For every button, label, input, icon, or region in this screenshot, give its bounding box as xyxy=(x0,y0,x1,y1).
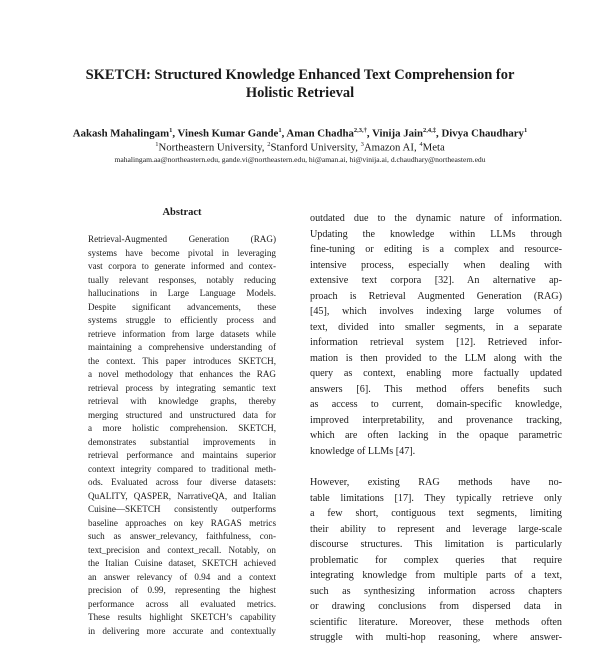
text-line: systems have become pivotal in leveraging xyxy=(88,247,276,258)
text-line: a novel methodology that enhances the RAG xyxy=(88,369,276,379)
text-line: a more holistic comprehension. SKETCH, xyxy=(88,423,276,433)
text-line: retrieval with knowledge graphs, thereby xyxy=(88,396,276,406)
body-column xyxy=(310,211,562,646)
title-line-1: SKETCH: Structured Knowledge Enhanced Text Comprehension for xyxy=(85,67,515,83)
text-line: as access to current, domain-specific knowledge, xyxy=(310,399,562,410)
text-line: text_precision and context_recall. Notably, on xyxy=(88,544,276,555)
text-line: information retrieval system [12]. Retrieved infor- xyxy=(310,337,562,348)
author-name: Aman Chadha xyxy=(286,127,354,140)
text-line: retrieve information from large datasets while xyxy=(88,328,276,339)
body-paragraph-1 xyxy=(310,211,562,459)
text-line: baseline approaches on key RAGAS metrics xyxy=(88,517,276,528)
affil-name: Meta xyxy=(422,141,445,154)
text-line: struggle with multi-hop reasoning, where answer- xyxy=(310,632,562,643)
text-line: These results highlight SKETCH’s capability xyxy=(88,612,276,622)
text-line: [45], which involves indexing large volumes of xyxy=(310,306,562,317)
text-line: QuALITY, QASPER, NarrativeQA, and Italian xyxy=(88,490,276,501)
affil-sup: 4 xyxy=(419,141,423,148)
text-line: mation is then provided to the LLM along with the xyxy=(310,352,562,364)
text-line: Retrieval-Augmented Generation (RAG) xyxy=(88,234,276,244)
text-line: their ability to represent and leverage large-scale xyxy=(310,523,562,535)
author-name: Vinesh Kumar Gande xyxy=(177,127,279,140)
text-line: hallucinations in Large Language Models. xyxy=(88,288,276,298)
affil-name: Stanford University, xyxy=(270,141,361,154)
author-list: Aakash Mahalingam$^1$, Vinesh Kumar Gande$^1$, Aman Chadha$^{2,3,\dagger}$, Vinija Jain$^{2,4,\ddagger}$, Divya Chaudhary$^1$ xyxy=(72,127,528,140)
text-line: tually relevant responses, notably reducing xyxy=(88,274,276,285)
title-line-2: Holistic Retrieval xyxy=(245,85,355,101)
text-line: scientific literature. Moreover, these methods often xyxy=(310,616,562,628)
abstract-body xyxy=(88,233,276,638)
paragraph-gap xyxy=(310,459,562,475)
text-line: retrieval performance and maintains superior xyxy=(88,450,276,460)
text-line: maintaining a comprehensive understanding of xyxy=(88,342,276,352)
affiliations xyxy=(20,138,580,155)
text-line: Updating the knowledge within LLMs through xyxy=(310,228,562,240)
text-line: fine-tuning or editing is a complex and resource- xyxy=(310,244,562,255)
body-paragraph-2 xyxy=(310,475,562,646)
text-line: an answer relevancy of 0.94 and a context xyxy=(88,571,276,582)
text-line: improved interpretability, and provenance tracking, xyxy=(310,414,562,426)
text-line: outdated due to the dynamic nature of information. xyxy=(310,213,562,224)
text-line: systems struggle to efficiently process and xyxy=(88,315,276,325)
text-line: such as synthesizing information across chapters xyxy=(310,585,562,597)
text-line: precision of 0.99, representing the highest xyxy=(88,585,276,595)
paper-title xyxy=(40,66,560,102)
author-name: Aakash Mahalingam xyxy=(72,127,170,140)
author-sup: 2,3,† xyxy=(353,127,367,134)
text-line: which are often lacking in the opaque parametric xyxy=(310,430,562,441)
author-sup: 1 xyxy=(278,127,282,134)
text-line: Despite significant advancements, these xyxy=(88,301,276,312)
text-line: text, divided into smaller segments, in a separate xyxy=(310,321,562,333)
affil-name: Northeastern University, xyxy=(158,141,268,154)
text-line: such as answer_relevancy, faithfulness, con- xyxy=(88,531,276,541)
text-line: answers [6]. This method offers benefits such xyxy=(310,383,562,395)
abstract-heading: Abstract xyxy=(162,207,202,218)
text-line: problematic for complex queries that require xyxy=(310,554,562,566)
text-line: proach is Retrieval Augmented Generation (RAG) xyxy=(310,290,562,302)
author-name: Vinija Jain xyxy=(372,127,424,140)
author-emails: mahalingam.aa@northeastern.edu, gande.vi@northeastern.edu, hi@aman.ai, hi@vinija.ai, d.chaudhary@northeastern.edu xyxy=(114,155,486,164)
text-line: Cuisine—SKETCH consistently outperforms xyxy=(88,504,276,514)
text-line: ods. Evaluated across four diverse datasets: xyxy=(88,477,276,487)
affil-sup: 1 xyxy=(155,141,159,148)
text-line: merging structured and unstructured data for xyxy=(88,409,276,420)
text-line: knowledge of LLMs [47]. xyxy=(310,445,416,457)
affil-sup: 2 xyxy=(267,141,271,148)
text-line: or drawing conclusions from dispersed data in xyxy=(310,601,562,612)
text-line: table limitations [17]. They typically retrieve only xyxy=(310,492,562,504)
text-line: a few short, contiguous text segments, limiting xyxy=(310,508,562,519)
text-line: retrieval process by integrating semantic text xyxy=(88,382,276,393)
text-line: extensive text corpora [32]. An alternative ap- xyxy=(310,275,562,286)
text-line: intensive process, especially when dealing with xyxy=(310,259,562,271)
text-line: vast corpora to generate informed and contex- xyxy=(88,261,276,271)
text-line: context integrity compared to traditional meth- xyxy=(88,463,276,474)
text-line: query as context, enabling more factually updated xyxy=(310,368,562,379)
text-line: performance across all evaluated metrics. xyxy=(88,598,276,609)
text-line: demonstrates substantial improvements in xyxy=(88,436,276,447)
affil-sup: 3 xyxy=(360,141,364,148)
author-sup: 1 xyxy=(523,127,528,134)
text-line: the Italian Cuisine dataset, SKETCH achieved xyxy=(88,558,276,568)
text-line: in delivering more accurate and contextually xyxy=(88,625,276,636)
author-sup: 1 xyxy=(169,127,173,134)
text-line: the context. This paper introduces SKETCH, xyxy=(88,355,276,366)
affil-name: Amazon AI, xyxy=(363,141,420,154)
text-line: integrating knowledge from multiple parts of a text, xyxy=(310,570,562,581)
author-name: Divya Chaudhary xyxy=(441,127,524,140)
text-line: However, existing RAG methods have no- xyxy=(310,477,562,488)
text-line: discourse structures. This limitation is particularly xyxy=(310,539,562,550)
author-sup: 2,4,‡ xyxy=(423,127,437,134)
